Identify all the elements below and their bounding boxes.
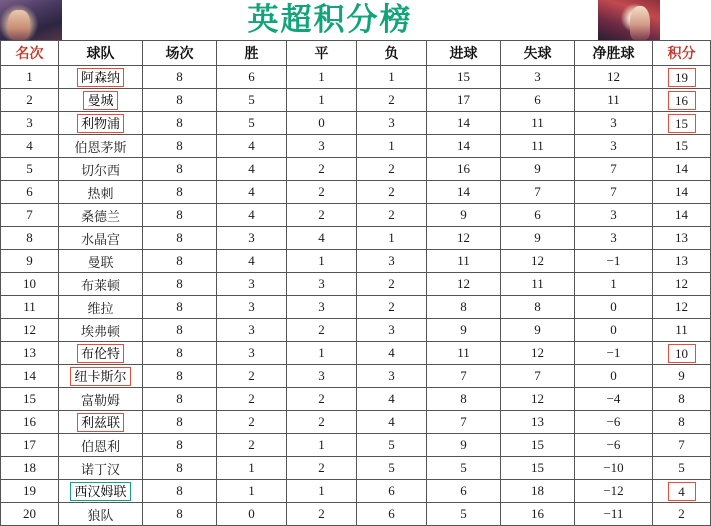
cell-points: 15 xyxy=(653,135,711,158)
cell-loss: 2 xyxy=(357,158,427,181)
cell-win: 5 xyxy=(217,112,287,135)
cell-loss: 2 xyxy=(357,181,427,204)
cell-team: 伯恩茅斯 xyxy=(59,135,143,158)
cell-loss: 3 xyxy=(357,250,427,273)
table-row xyxy=(1,388,711,411)
cell-points: 8 xyxy=(653,388,711,411)
cell-goal-diff: 3 xyxy=(575,135,653,158)
cell-rank: 16 xyxy=(1,411,59,434)
team-name-highlight: 西汉姆联 xyxy=(70,482,130,501)
cell-draw: 2 xyxy=(287,457,357,480)
cell-played: 8 xyxy=(143,342,217,365)
cell-goal-diff: −10 xyxy=(575,457,653,480)
cell-goal-diff: 0 xyxy=(575,365,653,388)
cell-points xyxy=(653,66,711,89)
column-header-goals-against: 失球 xyxy=(501,41,575,66)
cell-goal-diff: −1 xyxy=(575,342,653,365)
cell-played: 8 xyxy=(143,480,217,503)
cell-rank: 14 xyxy=(1,365,59,388)
cell-win: 3 xyxy=(217,342,287,365)
cell-points: 14 xyxy=(653,181,711,204)
cell-played: 8 xyxy=(143,135,217,158)
cell-rank: 9 xyxy=(1,250,59,273)
points-highlight: 16 xyxy=(668,91,696,110)
cell-points xyxy=(653,112,711,135)
cell-rank: 5 xyxy=(1,158,59,181)
cell-team xyxy=(59,411,143,434)
cell-draw: 1 xyxy=(287,89,357,112)
cell-goals-against: 16 xyxy=(501,503,575,526)
cell-goal-diff: −12 xyxy=(575,480,653,503)
cell-rank: 20 xyxy=(1,503,59,526)
cell-goals-for: 16 xyxy=(427,158,501,181)
cell-team xyxy=(59,480,143,503)
cell-goals-for: 11 xyxy=(427,342,501,365)
cell-played: 8 xyxy=(143,204,217,227)
cell-win: 3 xyxy=(217,227,287,250)
cell-points xyxy=(653,342,711,365)
cell-goals-for: 5 xyxy=(427,503,501,526)
cell-draw: 1 xyxy=(287,66,357,89)
cell-loss: 2 xyxy=(357,89,427,112)
cell-team xyxy=(59,89,143,112)
cell-draw: 0 xyxy=(287,112,357,135)
cell-goals-for: 12 xyxy=(427,273,501,296)
cell-played: 8 xyxy=(143,250,217,273)
cell-loss: 1 xyxy=(357,227,427,250)
cell-draw: 3 xyxy=(287,296,357,319)
table-row xyxy=(1,135,711,158)
cell-draw: 3 xyxy=(287,365,357,388)
table-row xyxy=(1,181,711,204)
cell-played: 8 xyxy=(143,503,217,526)
cell-points: 14 xyxy=(653,204,711,227)
cell-goal-diff: 3 xyxy=(575,204,653,227)
team-name-highlight: 曼城 xyxy=(83,91,117,110)
cell-played: 8 xyxy=(143,112,217,135)
cell-goals-for: 9 xyxy=(427,434,501,457)
table-row xyxy=(1,365,711,388)
cell-win: 2 xyxy=(217,411,287,434)
cell-loss: 3 xyxy=(357,112,427,135)
cell-played: 8 xyxy=(143,434,217,457)
cell-points: 12 xyxy=(653,273,711,296)
cell-goals-against: 11 xyxy=(501,112,575,135)
cell-rank: 1 xyxy=(1,66,59,89)
cell-team: 曼联 xyxy=(59,250,143,273)
table-row xyxy=(1,227,711,250)
table-row xyxy=(1,89,711,112)
table-row xyxy=(1,296,711,319)
cell-points: 12 xyxy=(653,296,711,319)
cell-rank: 3 xyxy=(1,112,59,135)
cell-goal-diff: −11 xyxy=(575,503,653,526)
table-row xyxy=(1,411,711,434)
column-header-points: 积分 xyxy=(653,41,711,66)
cell-goals-against: 7 xyxy=(501,365,575,388)
cell-loss: 6 xyxy=(357,503,427,526)
cell-goal-diff: −1 xyxy=(575,250,653,273)
cell-team: 桑德兰 xyxy=(59,204,143,227)
cell-goals-against: 18 xyxy=(501,480,575,503)
cell-goals-for: 7 xyxy=(427,411,501,434)
standings-table-body xyxy=(1,66,711,526)
cell-goal-diff: 3 xyxy=(575,227,653,250)
cell-draw: 3 xyxy=(287,135,357,158)
cell-win: 0 xyxy=(217,503,287,526)
cell-team xyxy=(59,66,143,89)
cell-played: 8 xyxy=(143,158,217,181)
cell-loss: 4 xyxy=(357,388,427,411)
cell-points: 9 xyxy=(653,365,711,388)
cell-goal-diff: 11 xyxy=(575,89,653,112)
cell-team: 水晶宫 xyxy=(59,227,143,250)
cell-loss: 6 xyxy=(357,480,427,503)
team-name-highlight: 纽卡斯尔 xyxy=(70,367,130,386)
cell-win: 3 xyxy=(217,273,287,296)
cell-goals-against: 15 xyxy=(501,434,575,457)
cell-team xyxy=(59,112,143,135)
cell-team: 富勒姆 xyxy=(59,388,143,411)
cell-points: 13 xyxy=(653,227,711,250)
team-name-highlight: 布伦特 xyxy=(77,344,124,363)
cell-goals-for: 14 xyxy=(427,112,501,135)
cell-played: 8 xyxy=(143,89,217,112)
cell-goals-for: 12 xyxy=(427,227,501,250)
cell-points xyxy=(653,480,711,503)
table-row xyxy=(1,342,711,365)
cell-points: 11 xyxy=(653,319,711,342)
cell-goals-for: 7 xyxy=(427,365,501,388)
cell-goal-diff: 0 xyxy=(575,296,653,319)
cell-played: 8 xyxy=(143,227,217,250)
cell-rank: 19 xyxy=(1,480,59,503)
cell-goals-for: 14 xyxy=(427,135,501,158)
cell-win: 1 xyxy=(217,480,287,503)
cell-rank: 13 xyxy=(1,342,59,365)
cell-points: 5 xyxy=(653,457,711,480)
cell-points: 7 xyxy=(653,434,711,457)
cell-points: 8 xyxy=(653,411,711,434)
cell-win: 2 xyxy=(217,365,287,388)
cell-points: 14 xyxy=(653,158,711,181)
cell-win: 6 xyxy=(217,66,287,89)
cell-loss: 1 xyxy=(357,66,427,89)
cell-goals-against: 15 xyxy=(501,457,575,480)
cell-team xyxy=(59,365,143,388)
cell-loss: 5 xyxy=(357,457,427,480)
cell-draw: 1 xyxy=(287,250,357,273)
cell-draw: 2 xyxy=(287,388,357,411)
cell-draw: 2 xyxy=(287,319,357,342)
table-row xyxy=(1,480,711,503)
cell-rank: 18 xyxy=(1,457,59,480)
cell-draw: 4 xyxy=(287,227,357,250)
cell-played: 8 xyxy=(143,365,217,388)
cell-draw: 3 xyxy=(287,273,357,296)
cell-goal-diff: 0 xyxy=(575,319,653,342)
table-row xyxy=(1,434,711,457)
cell-goals-for: 6 xyxy=(427,480,501,503)
table-row xyxy=(1,457,711,480)
cell-draw: 2 xyxy=(287,158,357,181)
cell-goals-against: 6 xyxy=(501,89,575,112)
standings-table xyxy=(0,40,711,526)
cell-win: 3 xyxy=(217,296,287,319)
team-name-highlight: 利物浦 xyxy=(77,114,124,133)
cell-goal-diff: 12 xyxy=(575,66,653,89)
cell-loss: 4 xyxy=(357,342,427,365)
table-header-row xyxy=(1,41,711,66)
cell-rank: 4 xyxy=(1,135,59,158)
cell-team: 热刺 xyxy=(59,181,143,204)
cell-team: 布莱顿 xyxy=(59,273,143,296)
cell-goals-for: 9 xyxy=(427,319,501,342)
cell-loss: 4 xyxy=(357,411,427,434)
cell-goals-against: 11 xyxy=(501,273,575,296)
team-name-highlight: 阿森纳 xyxy=(77,68,124,87)
table-row xyxy=(1,319,711,342)
cell-goals-against: 13 xyxy=(501,411,575,434)
cell-points: 2 xyxy=(653,503,711,526)
cell-rank: 6 xyxy=(1,181,59,204)
cell-played: 8 xyxy=(143,388,217,411)
cell-rank: 15 xyxy=(1,388,59,411)
cell-win: 4 xyxy=(217,250,287,273)
cell-goals-against: 6 xyxy=(501,204,575,227)
cell-win: 4 xyxy=(217,135,287,158)
cell-rank: 12 xyxy=(1,319,59,342)
cell-draw: 1 xyxy=(287,342,357,365)
cell-goal-diff: 7 xyxy=(575,158,653,181)
cell-win: 2 xyxy=(217,434,287,457)
cell-loss: 3 xyxy=(357,319,427,342)
cell-goals-against: 12 xyxy=(501,250,575,273)
cell-rank: 7 xyxy=(1,204,59,227)
cell-team: 狼队 xyxy=(59,503,143,526)
cell-team: 埃弗顿 xyxy=(59,319,143,342)
cell-played: 8 xyxy=(143,181,217,204)
cell-points: 13 xyxy=(653,250,711,273)
cell-win: 4 xyxy=(217,204,287,227)
cell-rank: 2 xyxy=(1,89,59,112)
page-title: 英超积分榜 xyxy=(247,2,413,37)
cell-played: 8 xyxy=(143,296,217,319)
cell-draw: 1 xyxy=(287,480,357,503)
cell-rank: 17 xyxy=(1,434,59,457)
column-header-goals-for: 进球 xyxy=(427,41,501,66)
cell-loss: 1 xyxy=(357,135,427,158)
cell-points xyxy=(653,89,711,112)
cell-goals-for: 14 xyxy=(427,181,501,204)
cell-played: 8 xyxy=(143,319,217,342)
cell-goals-for: 17 xyxy=(427,89,501,112)
cell-goals-for: 5 xyxy=(427,457,501,480)
table-row xyxy=(1,66,711,89)
cell-goals-for: 11 xyxy=(427,250,501,273)
cell-draw: 2 xyxy=(287,503,357,526)
cell-win: 4 xyxy=(217,158,287,181)
cell-draw: 1 xyxy=(287,434,357,457)
column-header-loss: 负 xyxy=(357,41,427,66)
cell-loss: 2 xyxy=(357,273,427,296)
cell-rank: 11 xyxy=(1,296,59,319)
cell-goals-for: 8 xyxy=(427,296,501,319)
cell-played: 8 xyxy=(143,66,217,89)
table-row xyxy=(1,112,711,135)
team-name-highlight: 利兹联 xyxy=(77,413,124,432)
cell-team: 伯恩利 xyxy=(59,434,143,457)
cell-loss: 2 xyxy=(357,204,427,227)
table-row xyxy=(1,273,711,296)
column-header-goal-diff: 净胜球 xyxy=(575,41,653,66)
cell-team: 诺丁汉 xyxy=(59,457,143,480)
table-row xyxy=(1,204,711,227)
cell-win: 1 xyxy=(217,457,287,480)
cell-goals-against: 9 xyxy=(501,227,575,250)
cell-win: 5 xyxy=(217,89,287,112)
cell-goals-against: 9 xyxy=(501,158,575,181)
cell-team: 切尔西 xyxy=(59,158,143,181)
cell-goal-diff: −6 xyxy=(575,411,653,434)
column-header-draw: 平 xyxy=(287,41,357,66)
cell-win: 3 xyxy=(217,319,287,342)
column-header-win: 胜 xyxy=(217,41,287,66)
cell-goals-for: 8 xyxy=(427,388,501,411)
cell-loss: 3 xyxy=(357,365,427,388)
cell-goals-against: 3 xyxy=(501,66,575,89)
points-highlight: 10 xyxy=(668,344,696,363)
cell-rank: 10 xyxy=(1,273,59,296)
cell-goal-diff: −4 xyxy=(575,388,653,411)
cell-goals-against: 12 xyxy=(501,388,575,411)
table-row xyxy=(1,250,711,273)
column-header-team: 球队 xyxy=(59,41,143,66)
cell-loss: 5 xyxy=(357,434,427,457)
cell-draw: 2 xyxy=(287,411,357,434)
cell-played: 8 xyxy=(143,273,217,296)
cell-goal-diff: −6 xyxy=(575,434,653,457)
cell-goals-against: 8 xyxy=(501,296,575,319)
points-highlight: 4 xyxy=(668,482,696,501)
cell-draw: 2 xyxy=(287,181,357,204)
cell-rank: 8 xyxy=(1,227,59,250)
cell-goal-diff: 7 xyxy=(575,181,653,204)
cell-goals-against: 12 xyxy=(501,342,575,365)
page-banner xyxy=(0,0,660,40)
column-header-played: 场次 xyxy=(143,41,217,66)
cell-loss: 2 xyxy=(357,296,427,319)
cell-goals-for: 15 xyxy=(427,66,501,89)
cell-goals-against: 7 xyxy=(501,181,575,204)
column-header-rank: 名次 xyxy=(1,41,59,66)
cell-played: 8 xyxy=(143,457,217,480)
cell-team: 维拉 xyxy=(59,296,143,319)
cell-team xyxy=(59,342,143,365)
table-row xyxy=(1,503,711,526)
cell-goal-diff: 3 xyxy=(575,112,653,135)
table-row xyxy=(1,158,711,181)
cell-played: 8 xyxy=(143,411,217,434)
cell-goals-against: 11 xyxy=(501,135,575,158)
cell-goals-for: 9 xyxy=(427,204,501,227)
cell-win: 4 xyxy=(217,181,287,204)
cell-win: 2 xyxy=(217,388,287,411)
cell-goal-diff: 1 xyxy=(575,273,653,296)
points-highlight: 19 xyxy=(668,68,696,87)
points-highlight: 15 xyxy=(668,114,696,133)
cell-goals-against: 9 xyxy=(501,319,575,342)
cell-draw: 2 xyxy=(287,204,357,227)
